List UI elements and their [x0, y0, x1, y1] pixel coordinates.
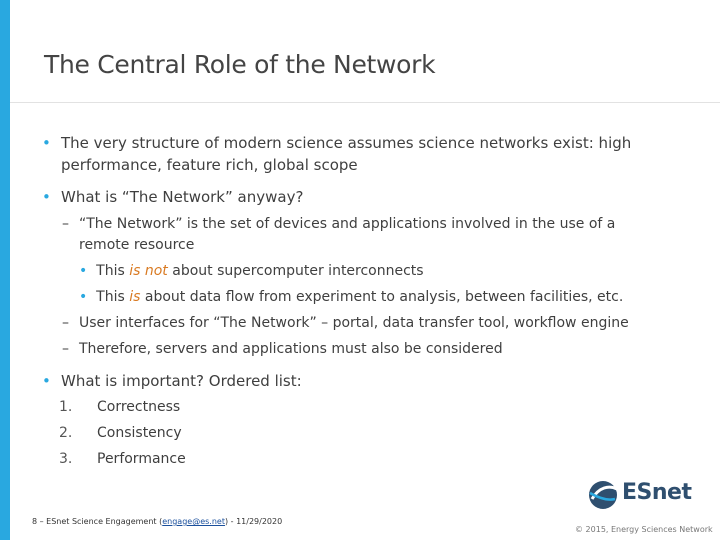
globe-icon	[587, 479, 619, 511]
ordered-item-2: 2. Consistency	[59, 425, 182, 441]
sub-1-line-1: “The Network” is the set of devices and applications involved in the use of a	[79, 216, 616, 232]
sub-1-line-2: remote resource	[79, 237, 195, 253]
bullet-marker: •	[42, 372, 51, 390]
bullet-1	[42, 133, 51, 153]
ordered-item-3: 3. Performance	[59, 451, 186, 467]
email-link[interactable]: engage@es.net	[162, 517, 225, 526]
bullet-3: What is important? Ordered list:	[61, 372, 302, 390]
bullet-1-line-2: performance, feature rich, global scope	[61, 156, 358, 174]
bullet-2: What is “The Network” anyway?	[61, 188, 304, 206]
subsub-2: • This is about data flow from experiment to analysis, between facilities, etc.	[79, 289, 624, 305]
bullet-marker: •	[42, 134, 51, 152]
bullet-marker: •	[42, 188, 51, 206]
logo-wordmark: ESnet	[622, 480, 692, 505]
bullet-marker: •	[79, 289, 88, 305]
dash-marker-3: –	[62, 341, 69, 357]
sub-2: User interfaces for “The Network” – portal, data transfer tool, workflow engine	[79, 315, 629, 331]
slide-title: The Central Role of the Network	[44, 50, 436, 79]
dash-marker-1: –	[62, 216, 69, 232]
bullet-2-marker-row	[42, 187, 51, 207]
esnet-logo	[587, 479, 707, 513]
bullet-1-line-1: The very structure of modern science assumes science networks exist: high	[61, 134, 632, 152]
emphasis-is-not: is not	[129, 263, 168, 279]
ordered-item-1: 1. Correctness	[59, 399, 181, 415]
emphasis-is: is	[129, 289, 141, 305]
subsub-1: • This is not about supercomputer interconnects	[79, 263, 424, 279]
footer-copyright: © 2015, Energy Sciences Network	[575, 525, 713, 534]
bullet-3-marker-row	[42, 371, 51, 391]
dash-marker-2: –	[62, 315, 69, 331]
sub-3: Therefore, servers and applications must also be considered	[79, 341, 503, 357]
footer-citation: 8 – ESnet Science Engagement (engage@es.net) - 11/29/2020	[32, 517, 283, 526]
bullet-marker: •	[79, 263, 88, 279]
